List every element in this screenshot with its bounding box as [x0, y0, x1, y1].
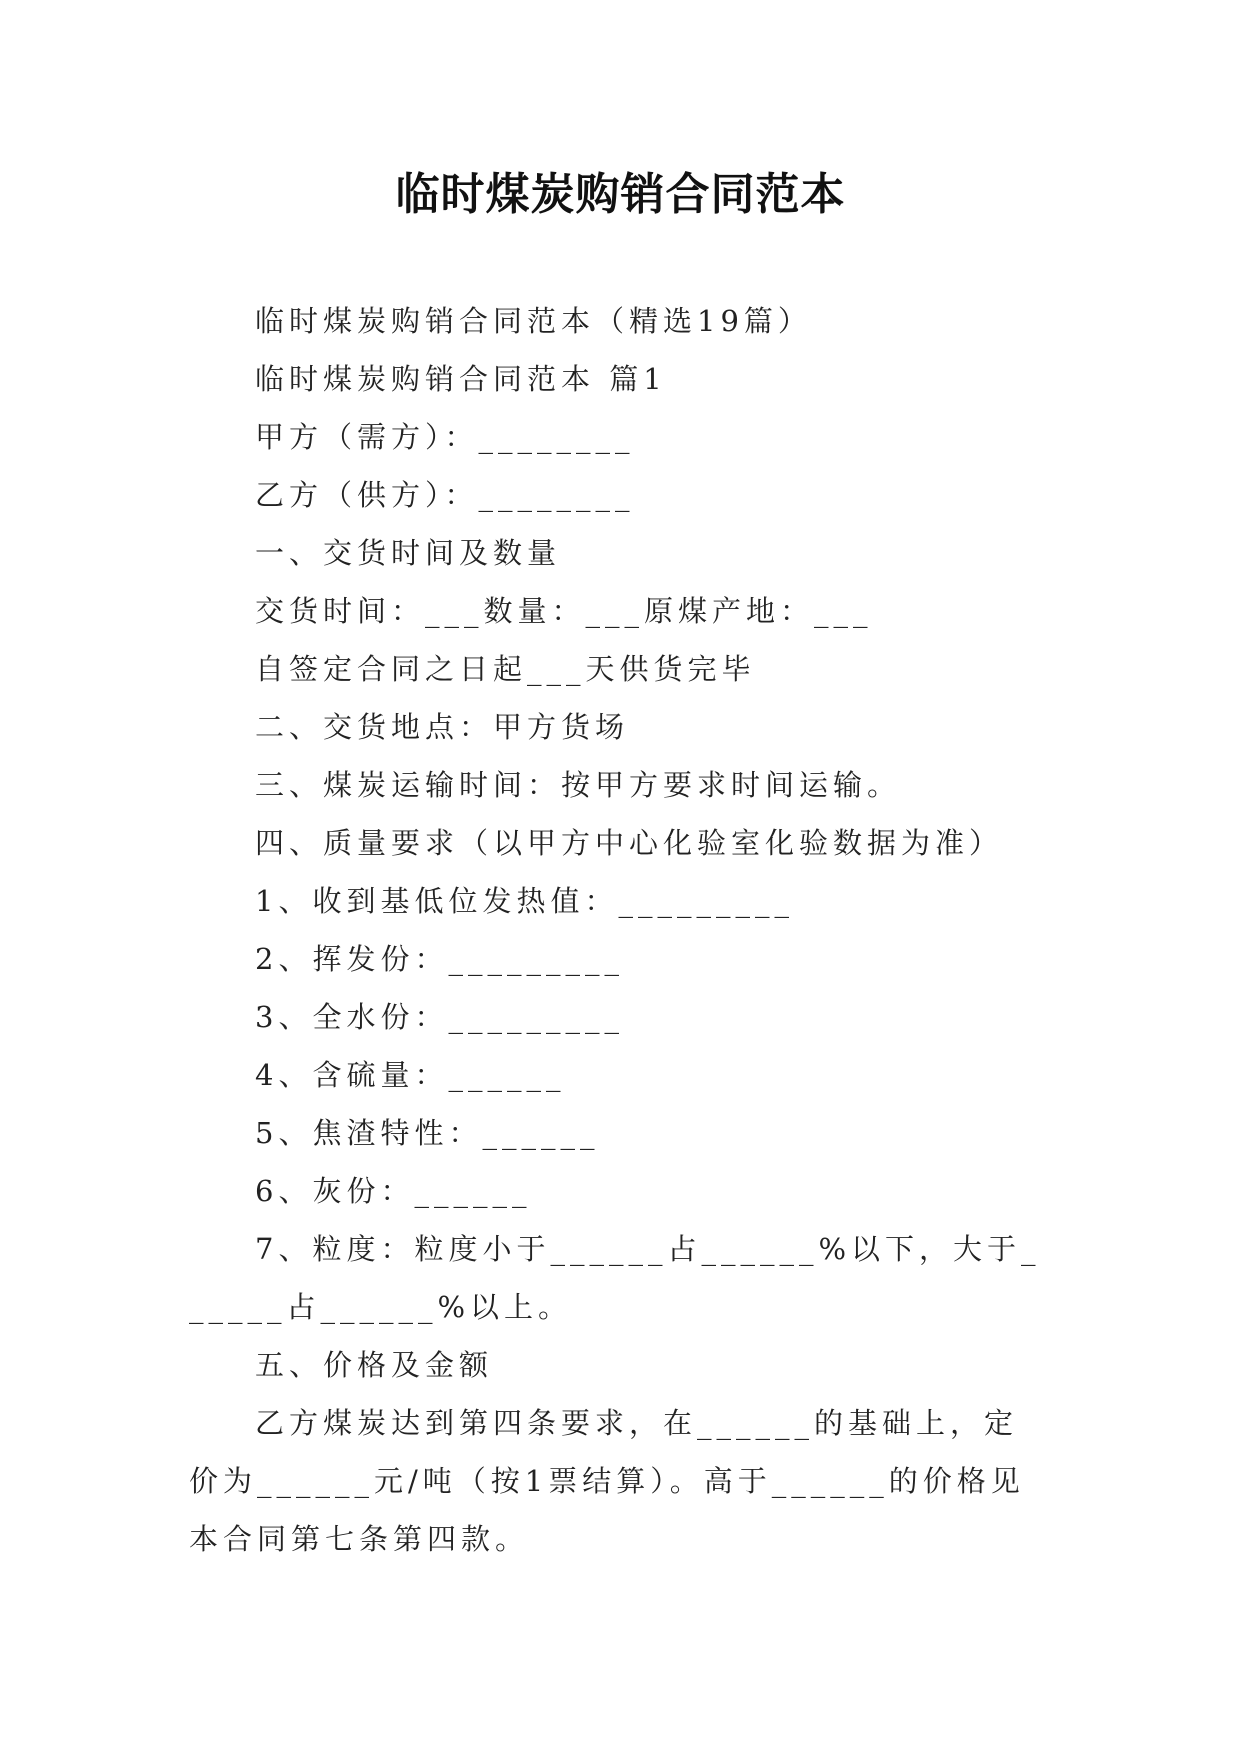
paragraph-clause-1-heading: 一、交货时间及数量	[255, 536, 562, 570]
paragraph-party-a: 甲方（需方）：________	[255, 420, 635, 454]
paragraph-intro: 临时煤炭购销合同范本（精选19篇）	[255, 304, 812, 338]
paragraph-delivery-time: 交货时间：___数量：___原煤产地：___	[255, 594, 873, 628]
paragraph-quality-2: 2、挥发份：_________	[255, 942, 624, 976]
paragraph-quality-4: 4、含硫量：______	[255, 1058, 566, 1092]
document-body	[189, 292, 1051, 1568]
paragraph-quality-6: 6、灰份：______	[255, 1174, 532, 1208]
paragraph-party-b: 乙方（供方）：________	[255, 478, 635, 512]
document-title: 临时煤炭购销合同范本	[395, 169, 846, 220]
paragraph-quality-3: 3、全水份：_________	[255, 1000, 624, 1034]
paragraph-section-heading: 临时煤炭购销合同范本 篇1	[255, 362, 667, 396]
paragraph-price: 乙方煤炭达到第四条要求，在______的基础上，定价为______元/吨（按1票结算）。高于______的价格见本合同第七条第四款。	[189, 1406, 1025, 1556]
paragraph-quality-5: 5、焦渣特性：______	[255, 1116, 600, 1150]
paragraph-clause-4-heading: 四、质量要求（以甲方中心化验室化验数据为准）	[255, 826, 1004, 860]
paragraph-clause-5-heading: 五、价格及金额	[255, 1348, 494, 1382]
paragraph-quality-1: 1、收到基低位发热值：_________	[255, 884, 794, 918]
paragraph-quality-7: 7、粒度：粒度小于______占______%以下，大于______占______%以上。	[189, 1232, 1041, 1324]
paragraph-clause-2: 二、交货地点：甲方货场	[255, 710, 630, 744]
paragraph-clause-3: 三、煤炭运输时间：按甲方要求时间运输。	[255, 768, 902, 802]
paragraph-delivery-complete: 自签定合同之日起___天供货完毕	[255, 652, 756, 686]
